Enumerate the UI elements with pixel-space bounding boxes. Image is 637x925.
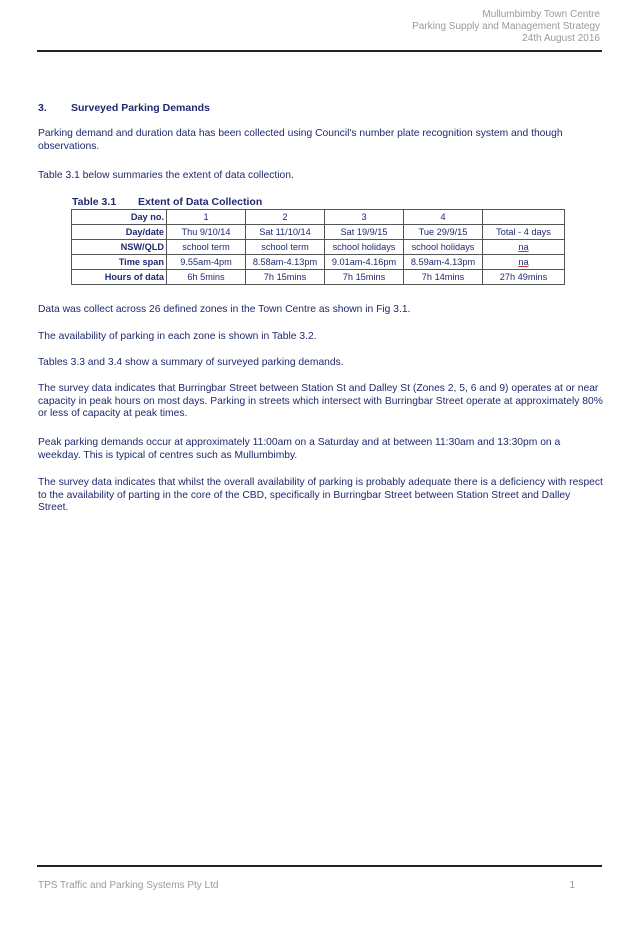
section-number: 3.	[38, 102, 47, 114]
table-cell	[483, 255, 565, 270]
table-cell: 4	[404, 210, 483, 225]
table-cell: Total - 4 days	[483, 225, 565, 240]
paragraph-5: Tables 3.3 and 3.4 show a summary of surveyed parking demands.	[38, 357, 344, 368]
table-cell: school term	[246, 240, 325, 255]
table-row	[72, 240, 565, 255]
section-title: Surveyed Parking Demands	[71, 102, 210, 114]
section-heading	[38, 102, 210, 114]
footer-divider	[37, 865, 602, 867]
table-cell: Sat 11/10/14	[246, 225, 325, 240]
table-caption-title: Extent of Data Collection	[138, 196, 263, 208]
table-cell: 2	[246, 210, 325, 225]
table-cell: school term	[167, 240, 246, 255]
table-row	[72, 255, 565, 270]
table-cell: 1	[167, 210, 246, 225]
paragraph-1: Parking demand and duration data has been collected using Council's number plate recognition system and though observations.	[38, 128, 563, 152]
paragraph-2: Table 3.1 below summaries the extent of data collection.	[38, 170, 294, 181]
table-cell: 9.55am-4pm	[167, 255, 246, 270]
header-date: 24th August 2016	[522, 33, 600, 44]
cell-text: na	[518, 242, 529, 252]
data-collection-table	[71, 209, 565, 285]
table-cell: 9.01am-4.16pm	[325, 255, 404, 270]
table-cell: Sat 19/9/15	[325, 225, 404, 240]
paragraph-3: Data was collect across 26 defined zones in the Town Centre as shown in Fig 3.1.	[38, 304, 411, 315]
paragraph-6: The survey data indicates that Burringbar Street between Station St and Dalley St (Zones 2, 5, 6 and 9) operates at or near capacity in peak hours on most days. Parking in streets which intersect with Burringbar Street operate at approximately 80% or less of capacity at peak times.	[38, 383, 603, 419]
page-number: 1	[569, 880, 575, 891]
table-cell: 7h 15mins	[246, 270, 325, 285]
table-cell: 3	[325, 210, 404, 225]
table-caption-number: Table 3.1	[72, 196, 117, 208]
row-header: Day no.	[72, 210, 167, 225]
table-cell: 7h 14mins	[404, 270, 483, 285]
header-project: Mullumbimby Town Centre	[482, 9, 600, 20]
table-caption	[72, 196, 262, 208]
table-cell: Thu 9/10/14	[167, 225, 246, 240]
footer-company: TPS Traffic and Parking Systems Pty Ltd	[38, 880, 219, 891]
table-row	[72, 270, 565, 285]
table-row	[72, 210, 565, 225]
table-cell: 8.58am-4.13pm	[246, 255, 325, 270]
paragraph-7: Peak parking demands occur at approximately 11:00am on a Saturday and at between 11:30am and 13:30pm on a weekday. This is typical of centres such as Mullumbimby.	[38, 437, 561, 461]
page-header	[412, 9, 600, 45]
header-document: Parking Supply and Management Strategy	[412, 21, 600, 32]
row-header: Day/date	[72, 225, 167, 240]
row-header: NSW/QLD	[72, 240, 167, 255]
table-cell: 27h 49mins	[483, 270, 565, 285]
table-cell	[483, 210, 565, 225]
table-cell: school holidays	[325, 240, 404, 255]
row-header: Time span	[72, 255, 167, 270]
row-header: Hours of data	[72, 270, 167, 285]
header-divider	[37, 50, 602, 52]
table-cell: 7h 15mins	[325, 270, 404, 285]
table-cell: school holidays	[404, 240, 483, 255]
table-cell: Tue 29/9/15	[404, 225, 483, 240]
paragraph-4: The availability of parking in each zone is shown in Table 3.2.	[38, 331, 317, 342]
table-cell: 6h 5mins	[167, 270, 246, 285]
paragraph-8: The survey data indicates that whilst the overall availability of parking is probably adequate there is a deficiency with respect to the availability of parting in the core of the CBD, specifically in Burringbar Street between Station Street and Dalley Street.	[38, 477, 603, 513]
table-cell	[483, 240, 565, 255]
table-row	[72, 225, 565, 240]
table-cell: 8.59am-4.13pm	[404, 255, 483, 270]
cell-text: na	[518, 257, 529, 267]
